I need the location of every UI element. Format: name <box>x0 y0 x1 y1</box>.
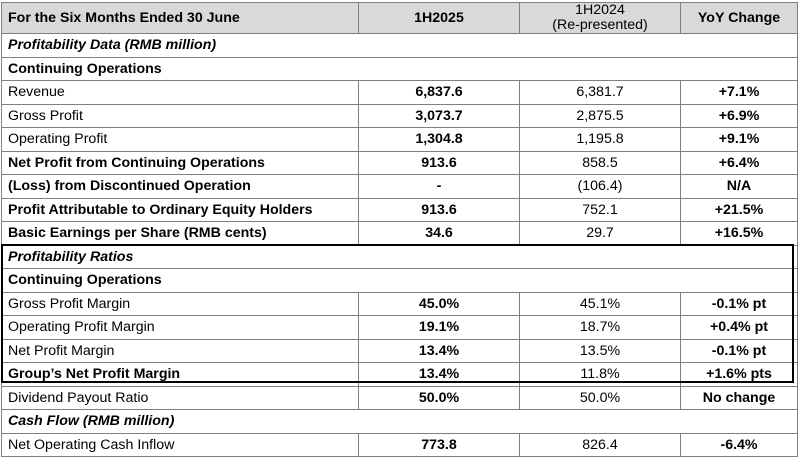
subsection-label: Continuing Operations <box>2 57 798 81</box>
value-1h2025: 50.0% <box>359 386 520 410</box>
section-row-cash-flow <box>2 410 798 434</box>
value-1h2024: 29.7 <box>520 222 681 246</box>
subsection-row-continuing-operations <box>2 57 798 81</box>
value-1h2024: (106.4) <box>520 175 681 199</box>
value-1h2025: 3,073.7 <box>359 104 520 128</box>
value-yoy: No change <box>681 386 798 410</box>
value-1h2024: 13.5% <box>520 339 681 363</box>
table-row-group-net-profit-margin <box>2 363 798 387</box>
header-1h2024-line1: 1H2024 <box>575 2 625 18</box>
row-label: Operating Profit Margin <box>2 316 359 340</box>
header-1h2025: 1H2025 <box>359 3 520 34</box>
value-1h2024: 826.4 <box>520 433 681 457</box>
value-yoy: +6.4% <box>681 151 798 175</box>
table-row-operating-profit-margin <box>2 316 798 340</box>
value-1h2024: 858.5 <box>520 151 681 175</box>
row-label: Net Profit Margin <box>2 339 359 363</box>
section-row-profitability-data <box>2 34 798 58</box>
table-row-dividend-payout-ratio <box>2 386 798 410</box>
value-yoy: -6.4% <box>681 433 798 457</box>
value-1h2025: 13.4% <box>359 339 520 363</box>
value-1h2025: 34.6 <box>359 222 520 246</box>
value-1h2024: 11.8% <box>520 363 681 387</box>
header-period: For the Six Months Ended 30 June <box>2 3 359 34</box>
header-row <box>2 3 798 34</box>
value-yoy: -0.1% pt <box>681 339 798 363</box>
value-1h2025: 45.0% <box>359 292 520 316</box>
value-yoy: +0.4% pt <box>681 316 798 340</box>
value-1h2024: 50.0% <box>520 386 681 410</box>
subsection-row-continuing-operations-ratios <box>2 269 798 293</box>
value-1h2024: 18.7% <box>520 316 681 340</box>
value-1h2025: 6,837.6 <box>359 81 520 105</box>
table-row-operating-profit <box>2 128 798 152</box>
financial-highlights-table <box>1 2 798 457</box>
row-label: Gross Profit Margin <box>2 292 359 316</box>
value-1h2024: 6,381.7 <box>520 81 681 105</box>
value-yoy: -0.1% pt <box>681 292 798 316</box>
header-yoy-change: YoY Change <box>681 3 798 34</box>
table-row-gross-profit-margin <box>2 292 798 316</box>
value-1h2025: 913.6 <box>359 198 520 222</box>
table-row-net-profit-continuing <box>2 151 798 175</box>
section-label: Cash Flow (RMB million) <box>2 410 798 434</box>
row-label: Operating Profit <box>2 128 359 152</box>
value-yoy: +16.5% <box>681 222 798 246</box>
value-1h2025: 773.8 <box>359 433 520 457</box>
table-row-profit-attributable <box>2 198 798 222</box>
row-label: Profit Attributable to Ordinary Equity Holders <box>2 198 359 222</box>
value-1h2025: 1,304.8 <box>359 128 520 152</box>
value-1h2024: 2,875.5 <box>520 104 681 128</box>
table-row-loss-discontinued <box>2 175 798 199</box>
value-yoy: +7.1% <box>681 81 798 105</box>
value-yoy: N/A <box>681 175 798 199</box>
value-1h2025: 13.4% <box>359 363 520 387</box>
row-label: Net Operating Cash Inflow <box>2 433 359 457</box>
value-1h2024: 45.1% <box>520 292 681 316</box>
row-label: Basic Earnings per Share (RMB cents) <box>2 222 359 246</box>
table-row-net-operating-cash-inflow <box>2 433 798 457</box>
header-1h2024-line2: (Re-presented) <box>552 17 648 33</box>
value-yoy: +9.1% <box>681 128 798 152</box>
row-label: Net Profit from Continuing Operations <box>2 151 359 175</box>
value-1h2025: - <box>359 175 520 199</box>
row-label: Revenue <box>2 81 359 105</box>
section-row-profitability-ratios <box>2 245 798 269</box>
header-1h2024 <box>520 3 681 34</box>
table-row-basic-eps <box>2 222 798 246</box>
value-1h2024: 1,195.8 <box>520 128 681 152</box>
value-yoy: +21.5% <box>681 198 798 222</box>
row-label: (Loss) from Discontinued Operation <box>2 175 359 199</box>
section-label: Profitability Ratios <box>2 245 798 269</box>
value-yoy: +6.9% <box>681 104 798 128</box>
table-row-net-profit-margin <box>2 339 798 363</box>
row-label: Dividend Payout Ratio <box>2 386 359 410</box>
table-row-revenue <box>2 81 798 105</box>
table-row-gross-profit <box>2 104 798 128</box>
row-label: Gross Profit <box>2 104 359 128</box>
value-1h2025: 19.1% <box>359 316 520 340</box>
value-1h2025: 913.6 <box>359 151 520 175</box>
value-1h2024: 752.1 <box>520 198 681 222</box>
subsection-label: Continuing Operations <box>2 269 798 293</box>
value-yoy: +1.6% pts <box>681 363 798 387</box>
section-label: Profitability Data (RMB million) <box>2 34 798 58</box>
row-label: Group’s Net Profit Margin <box>2 363 359 387</box>
